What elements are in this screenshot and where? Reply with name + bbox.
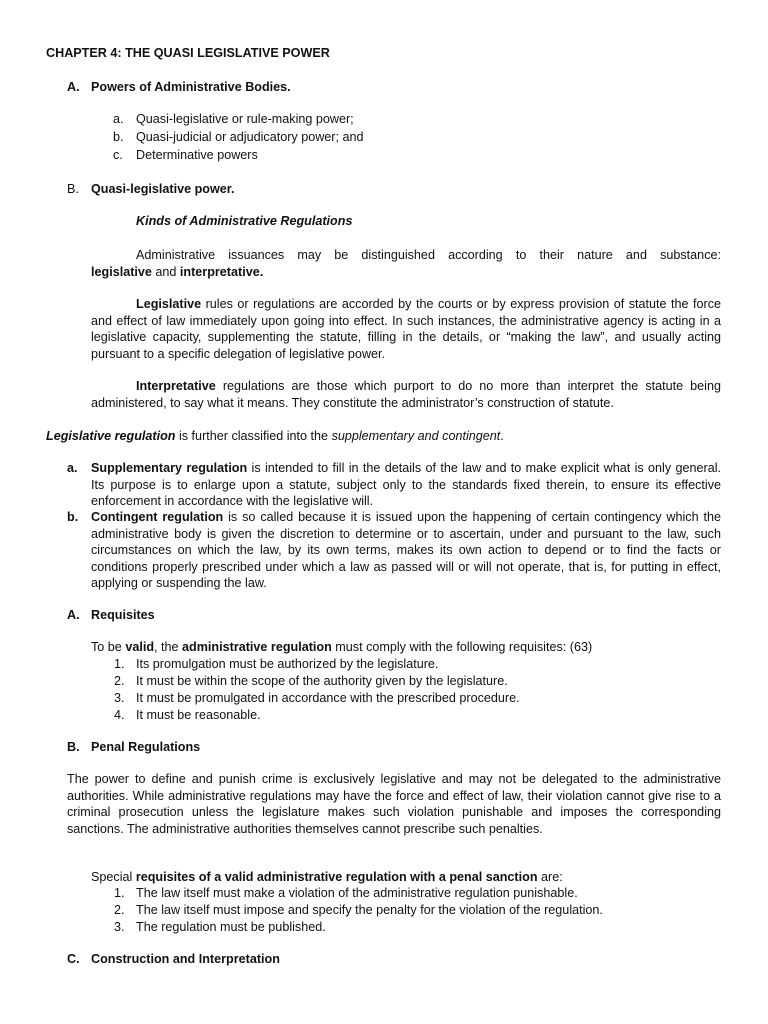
paragraph: The power to define and punish crime is exclusively legislative and may not be delegated to the administrative authorities. While administrative regulations may have the force and effect of law, their violation cannot give rise to a criminal prosecution unless the legislature makes such violation punishable and imposes the corresponding sanctions. The administrative authorities themselves cannot prescribe such penalties.	[67, 772, 721, 836]
bold-term: Legislative	[136, 297, 202, 311]
bold-term: Interpretative	[136, 379, 216, 393]
list-marker: 2.	[114, 674, 125, 688]
list-marker: a.	[113, 112, 124, 126]
list-item	[91, 509, 721, 592]
text-run: To be	[91, 640, 126, 654]
text-run: , the	[154, 640, 183, 654]
section-letter: B.	[67, 740, 80, 754]
bold-term: requisites of a valid administrative regulation with a penal sanction	[135, 870, 538, 884]
paragraph-line	[91, 264, 721, 281]
list-text: Quasi-legislative or rule-making power;	[136, 112, 354, 126]
page-title: CHAPTER 4: THE QUASI LEGISLATIVE POWER	[46, 46, 330, 60]
list-marker: 3.	[114, 691, 125, 705]
section-heading: Quasi-legislative power.	[91, 182, 235, 196]
italic-term: supplementary and contingent	[331, 429, 501, 443]
paragraph-line: Administrative issuances may be distinguished according to their nature and substance:	[136, 248, 721, 262]
paragraph	[91, 247, 721, 280]
list-text: It must be promulgated in accordance with the prescribed procedure.	[136, 691, 520, 705]
section-letter: C.	[67, 952, 80, 966]
requisites-intro	[91, 639, 592, 656]
text-run: regulations are those which purport to do no more than interpret the statute being administered, to say what it means. They constitute the administrator’s construction of statute.	[91, 379, 721, 410]
list-marker: b.	[67, 510, 79, 524]
bold-term: Legislative regulation	[46, 429, 176, 443]
text-run: must comply with the following requisites: (63)	[331, 640, 593, 654]
bold-term: administrative regulation	[182, 640, 332, 654]
list-marker: 1.	[114, 657, 125, 671]
list-text: Quasi-judicial or adjudicatory power; and	[136, 130, 364, 144]
text-run: .	[500, 429, 504, 443]
section-letter: B.	[67, 182, 79, 196]
list-text: The regulation must be published.	[136, 920, 326, 934]
section-heading: Powers of Administrative Bodies.	[91, 80, 291, 94]
list-marker: 2.	[114, 903, 125, 917]
paragraph	[91, 378, 721, 411]
text-run: rules or regulations are accorded by the courts or by express provision of statute the force and effect of law immediately upon going into effect. In such instances, the administrative agency is acting in a legislative capacity, supplementing the statute, filling in the details, or “making the law”, and usually acting pursuant to a specific delegation of legislative power.	[91, 297, 721, 361]
list-marker: 4.	[114, 708, 125, 722]
list-text: Determinative powers	[136, 148, 258, 162]
section-heading: Construction and Interpretation	[91, 952, 280, 966]
list-marker: a.	[67, 461, 78, 475]
list-text: It must be reasonable.	[136, 708, 261, 722]
text-run: is so called because it is issued upon the happening of certain contingency which the administrative body is given the discretion to determine or to ascertain, under and pursuant to the law, such circumstances on which the law, by its own terms, makes its own action to depend or to find the facts or conditions properly prescribed under which a law as passed will or will not operate, that is, for putting in effect, applying or suspending the law.	[91, 510, 721, 590]
bold-term: legislative	[91, 264, 152, 279]
section-heading: Requisites	[91, 608, 155, 622]
list-marker: 3.	[114, 920, 125, 934]
text-run: and	[151, 264, 180, 279]
paragraph	[91, 296, 721, 362]
section-heading: Penal Regulations	[91, 740, 201, 754]
section-letter: A.	[67, 80, 80, 94]
bold-term: Supplementary regulation	[91, 461, 248, 475]
penal-intro	[91, 869, 563, 886]
text-run: is intended to fill in the details of the law and to make explicit what is only general. Its purpose is to enlarge upon a statute, subject only to the standards fixed therein, to ensure its effective enforcement in accordance with the legislative will.	[91, 461, 721, 508]
bold-term: interpretative.	[179, 264, 264, 279]
list-text: The law itself must make a violation of the administrative regulation punishable.	[136, 886, 578, 900]
text-run: is further classified into the	[175, 429, 332, 443]
subheading: Kinds of Administrative Regulations	[136, 214, 353, 228]
bold-term: valid	[125, 640, 155, 654]
list-marker: b.	[113, 130, 124, 144]
bold-term: Contingent regulation	[91, 510, 224, 524]
classification-line	[46, 428, 504, 445]
list-text: The law itself must impose and specify the penalty for the violation of the regulation.	[136, 903, 603, 917]
list-marker: c.	[113, 148, 123, 162]
text-run: Special	[91, 870, 136, 884]
section-letter: A.	[67, 608, 80, 622]
list-text: Its promulgation must be authorized by the legislature.	[136, 657, 439, 671]
list-item	[91, 460, 721, 510]
list-text: It must be within the scope of the authority given by the legislature.	[136, 674, 508, 688]
list-marker: 1.	[114, 886, 125, 900]
text-run: are:	[537, 870, 563, 884]
